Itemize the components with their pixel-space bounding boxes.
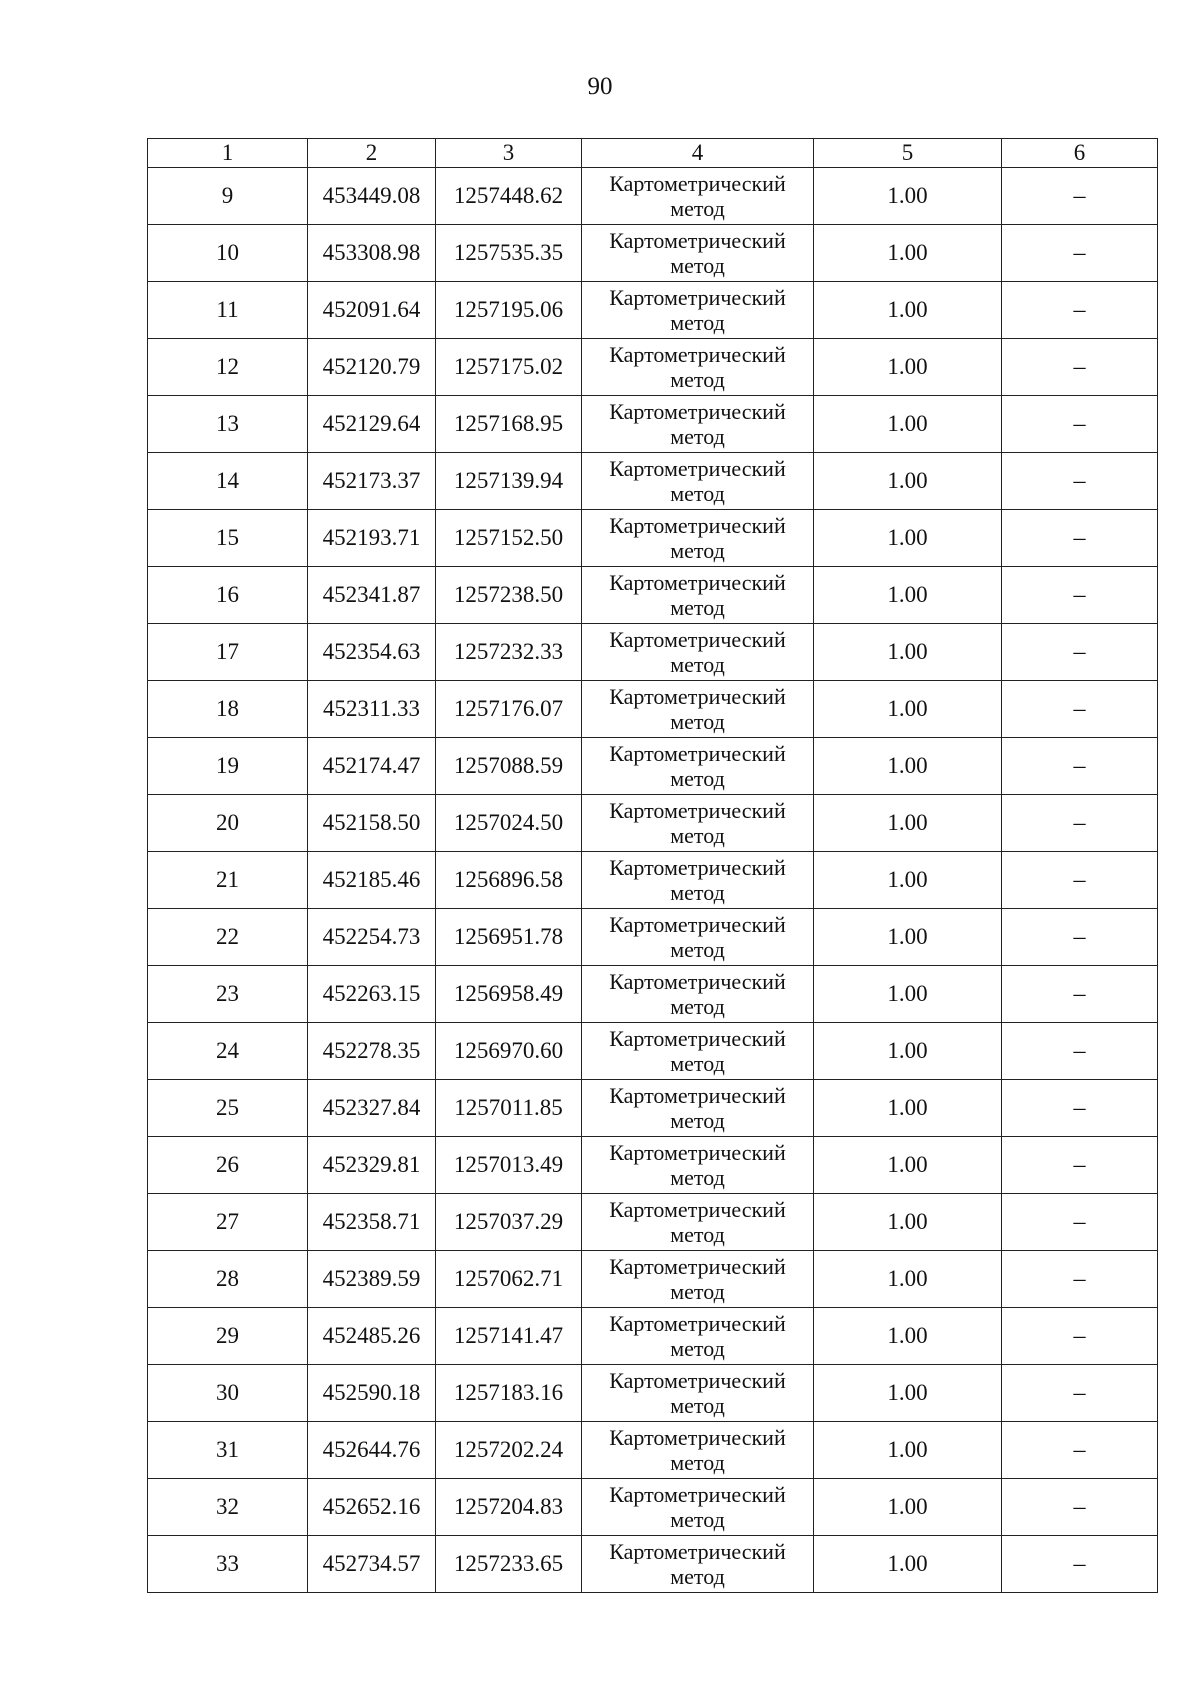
accuracy-cell: 1.00 (814, 282, 1002, 339)
y-coordinate-cell: 1257176.07 (436, 681, 582, 738)
method-cell (582, 567, 814, 624)
point-number-cell: 9 (148, 168, 308, 225)
point-number-cell: 11 (148, 282, 308, 339)
note-cell: – (1002, 1137, 1158, 1194)
note-cell: – (1002, 966, 1158, 1023)
note-cell: – (1002, 1479, 1158, 1536)
table-row (148, 1365, 1158, 1422)
column-header-5: 5 (814, 139, 1002, 168)
table-row (148, 795, 1158, 852)
column-header-6: 6 (1002, 139, 1158, 168)
note-cell: – (1002, 282, 1158, 339)
note-cell: – (1002, 681, 1158, 738)
point-number-cell: 16 (148, 567, 308, 624)
x-coordinate-cell: 452485.26 (308, 1308, 436, 1365)
method-cell (582, 1308, 814, 1365)
point-number-cell: 10 (148, 225, 308, 282)
method-text-line1: Картометрический (609, 171, 786, 196)
method-text-line1: Картометрический (609, 627, 786, 652)
method-text-line2: метод (670, 424, 725, 449)
y-coordinate-cell: 1257195.06 (436, 282, 582, 339)
method-text-line2: метод (670, 1108, 725, 1133)
note-cell: – (1002, 396, 1158, 453)
x-coordinate-cell: 452129.64 (308, 396, 436, 453)
method-cell (582, 681, 814, 738)
table-row (148, 966, 1158, 1023)
method-text-line2: метод (670, 481, 725, 506)
column-header-2: 2 (308, 139, 436, 168)
x-coordinate-cell: 452278.35 (308, 1023, 436, 1080)
point-number-cell: 30 (148, 1365, 308, 1422)
x-coordinate-cell: 452590.18 (308, 1365, 436, 1422)
accuracy-cell: 1.00 (814, 1479, 1002, 1536)
table-row (148, 282, 1158, 339)
y-coordinate-cell: 1257152.50 (436, 510, 582, 567)
accuracy-cell: 1.00 (814, 339, 1002, 396)
accuracy-cell: 1.00 (814, 795, 1002, 852)
point-number-cell: 25 (148, 1080, 308, 1137)
note-cell: – (1002, 1251, 1158, 1308)
x-coordinate-cell: 452185.46 (308, 852, 436, 909)
y-coordinate-cell: 1257535.35 (436, 225, 582, 282)
accuracy-cell: 1.00 (814, 1137, 1002, 1194)
y-coordinate-cell: 1257204.83 (436, 1479, 582, 1536)
accuracy-cell: 1.00 (814, 1365, 1002, 1422)
method-text-line1: Картометрический (609, 1311, 786, 1336)
table-row (148, 1422, 1158, 1479)
table-row (148, 225, 1158, 282)
point-number-cell: 33 (148, 1536, 308, 1593)
y-coordinate-cell: 1257448.62 (436, 168, 582, 225)
y-coordinate-cell: 1257037.29 (436, 1194, 582, 1251)
method-cell (582, 1479, 814, 1536)
y-coordinate-cell: 1256970.60 (436, 1023, 582, 1080)
x-coordinate-cell: 452311.33 (308, 681, 436, 738)
method-text-line1: Картометрический (609, 1026, 786, 1051)
method-cell (582, 1137, 814, 1194)
method-text-line1: Картометрический (609, 684, 786, 709)
x-coordinate-cell: 452263.15 (308, 966, 436, 1023)
point-number-cell: 12 (148, 339, 308, 396)
method-text-line1: Картометрический (609, 1197, 786, 1222)
accuracy-cell: 1.00 (814, 909, 1002, 966)
method-cell (582, 453, 814, 510)
x-coordinate-cell: 452734.57 (308, 1536, 436, 1593)
method-text-line2: метод (670, 1393, 725, 1418)
method-text-line2: метод (670, 310, 725, 335)
method-cell (582, 168, 814, 225)
accuracy-cell: 1.00 (814, 1080, 1002, 1137)
accuracy-cell: 1.00 (814, 738, 1002, 795)
accuracy-cell: 1.00 (814, 1194, 1002, 1251)
y-coordinate-cell: 1256896.58 (436, 852, 582, 909)
note-cell: – (1002, 339, 1158, 396)
point-number-cell: 32 (148, 1479, 308, 1536)
x-coordinate-cell: 452091.64 (308, 282, 436, 339)
point-number-cell: 13 (148, 396, 308, 453)
column-header-4: 4 (582, 139, 814, 168)
x-coordinate-cell: 452652.16 (308, 1479, 436, 1536)
point-number-cell: 27 (148, 1194, 308, 1251)
accuracy-cell: 1.00 (814, 1422, 1002, 1479)
method-text-line1: Картометрический (609, 342, 786, 367)
table-row (148, 1080, 1158, 1137)
method-text-line2: метод (670, 1279, 725, 1304)
point-number-cell: 21 (148, 852, 308, 909)
y-coordinate-cell: 1257233.65 (436, 1536, 582, 1593)
method-text-line2: метод (670, 253, 725, 278)
method-text-line2: метод (670, 1165, 725, 1190)
note-cell: – (1002, 1023, 1158, 1080)
method-text-line2: метод (670, 1051, 725, 1076)
method-text-line2: метод (670, 709, 725, 734)
accuracy-cell: 1.00 (814, 966, 1002, 1023)
method-text-line1: Картометрический (609, 399, 786, 424)
method-text-line1: Картометрический (609, 1368, 786, 1393)
note-cell: – (1002, 624, 1158, 681)
point-number-cell: 19 (148, 738, 308, 795)
method-text-line1: Картометрический (609, 456, 786, 481)
method-cell (582, 1080, 814, 1137)
point-number-cell: 23 (148, 966, 308, 1023)
table-row (148, 1479, 1158, 1536)
table-row (148, 909, 1158, 966)
method-text-line2: метод (670, 595, 725, 620)
method-cell (582, 738, 814, 795)
x-coordinate-cell: 452358.71 (308, 1194, 436, 1251)
table-row (148, 339, 1158, 396)
method-cell (582, 1422, 814, 1479)
method-text-line1: Картометрический (609, 228, 786, 253)
x-coordinate-cell: 453449.08 (308, 168, 436, 225)
y-coordinate-cell: 1257141.47 (436, 1308, 582, 1365)
method-cell (582, 396, 814, 453)
method-cell (582, 282, 814, 339)
table-row (148, 510, 1158, 567)
y-coordinate-cell: 1257024.50 (436, 795, 582, 852)
x-coordinate-cell: 452120.79 (308, 339, 436, 396)
method-text-line1: Картометрический (609, 969, 786, 994)
method-text-line1: Картометрический (609, 798, 786, 823)
x-coordinate-cell: 452193.71 (308, 510, 436, 567)
method-text-line2: метод (670, 823, 725, 848)
method-text-line2: метод (670, 652, 725, 677)
method-cell (582, 510, 814, 567)
method-text-line2: метод (670, 538, 725, 563)
method-text-line1: Картометрический (609, 1083, 786, 1108)
accuracy-cell: 1.00 (814, 453, 1002, 510)
method-cell (582, 624, 814, 681)
method-cell (582, 1365, 814, 1422)
accuracy-cell: 1.00 (814, 1308, 1002, 1365)
table-header-row (148, 139, 1158, 168)
method-text-line1: Картометрический (609, 912, 786, 937)
table-row (148, 453, 1158, 510)
y-coordinate-cell: 1257202.24 (436, 1422, 582, 1479)
note-cell: – (1002, 738, 1158, 795)
table-row (148, 1137, 1158, 1194)
table-row (148, 738, 1158, 795)
method-cell (582, 1251, 814, 1308)
table-row (148, 1308, 1158, 1365)
note-cell: – (1002, 510, 1158, 567)
table-row (148, 1023, 1158, 1080)
method-text-line1: Картометрический (609, 1254, 786, 1279)
note-cell: – (1002, 795, 1158, 852)
accuracy-cell: 1.00 (814, 852, 1002, 909)
method-text-line2: метод (670, 196, 725, 221)
y-coordinate-cell: 1257062.71 (436, 1251, 582, 1308)
method-cell (582, 795, 814, 852)
column-header-3: 3 (436, 139, 582, 168)
point-number-cell: 18 (148, 681, 308, 738)
note-cell: – (1002, 1422, 1158, 1479)
y-coordinate-cell: 1257011.85 (436, 1080, 582, 1137)
method-cell (582, 225, 814, 282)
x-coordinate-cell: 452254.73 (308, 909, 436, 966)
point-number-cell: 15 (148, 510, 308, 567)
method-text-line1: Картометрический (609, 855, 786, 880)
x-coordinate-cell: 452644.76 (308, 1422, 436, 1479)
x-coordinate-cell: 452329.81 (308, 1137, 436, 1194)
method-cell (582, 852, 814, 909)
table-row (148, 396, 1158, 453)
note-cell: – (1002, 225, 1158, 282)
method-text-line2: метод (670, 1450, 725, 1475)
method-text-line2: метод (670, 1222, 725, 1247)
table-row (148, 567, 1158, 624)
accuracy-cell: 1.00 (814, 681, 1002, 738)
x-coordinate-cell: 452389.59 (308, 1251, 436, 1308)
method-cell (582, 1194, 814, 1251)
note-cell: – (1002, 1080, 1158, 1137)
point-number-cell: 20 (148, 795, 308, 852)
note-cell: – (1002, 168, 1158, 225)
y-coordinate-cell: 1257175.02 (436, 339, 582, 396)
method-text-line1: Картометрический (609, 1539, 786, 1564)
method-text-line2: метод (670, 880, 725, 905)
note-cell: – (1002, 567, 1158, 624)
point-number-cell: 14 (148, 453, 308, 510)
x-coordinate-cell: 453308.98 (308, 225, 436, 282)
y-coordinate-cell: 1257183.16 (436, 1365, 582, 1422)
method-text-line2: метод (670, 994, 725, 1019)
table-row (148, 1194, 1158, 1251)
coordinates-table (147, 138, 1158, 1593)
y-coordinate-cell: 1256958.49 (436, 966, 582, 1023)
accuracy-cell: 1.00 (814, 225, 1002, 282)
method-text-line2: метод (670, 1564, 725, 1589)
y-coordinate-cell: 1257238.50 (436, 567, 582, 624)
page-number: 90 (587, 73, 613, 100)
accuracy-cell: 1.00 (814, 1023, 1002, 1080)
method-cell (582, 1023, 814, 1080)
table-row (148, 168, 1158, 225)
method-text-line2: метод (670, 1507, 725, 1532)
note-cell: – (1002, 1536, 1158, 1593)
point-number-cell: 17 (148, 624, 308, 681)
note-cell: – (1002, 1308, 1158, 1365)
note-cell: – (1002, 1194, 1158, 1251)
x-coordinate-cell: 452174.47 (308, 738, 436, 795)
method-text-line1: Картометрический (609, 1482, 786, 1507)
accuracy-cell: 1.00 (814, 396, 1002, 453)
accuracy-cell: 1.00 (814, 510, 1002, 567)
accuracy-cell: 1.00 (814, 624, 1002, 681)
y-coordinate-cell: 1256951.78 (436, 909, 582, 966)
point-number-cell: 29 (148, 1308, 308, 1365)
method-text-line1: Картометрический (609, 285, 786, 310)
method-text-line2: метод (670, 367, 725, 392)
table-row (148, 852, 1158, 909)
table-row (148, 1536, 1158, 1593)
y-coordinate-cell: 1257088.59 (436, 738, 582, 795)
y-coordinate-cell: 1257168.95 (436, 396, 582, 453)
method-text-line1: Картометрический (609, 570, 786, 595)
y-coordinate-cell: 1257013.49 (436, 1137, 582, 1194)
x-coordinate-cell: 452341.87 (308, 567, 436, 624)
method-cell (582, 909, 814, 966)
accuracy-cell: 1.00 (814, 1251, 1002, 1308)
x-coordinate-cell: 452327.84 (308, 1080, 436, 1137)
method-cell (582, 339, 814, 396)
method-text-line1: Картометрический (609, 741, 786, 766)
note-cell: – (1002, 453, 1158, 510)
method-cell (582, 1536, 814, 1593)
y-coordinate-cell: 1257139.94 (436, 453, 582, 510)
note-cell: – (1002, 909, 1158, 966)
method-text-line1: Картометрический (609, 1140, 786, 1165)
table-row (148, 1251, 1158, 1308)
x-coordinate-cell: 452158.50 (308, 795, 436, 852)
table-row (148, 681, 1158, 738)
x-coordinate-cell: 452354.63 (308, 624, 436, 681)
point-number-cell: 31 (148, 1422, 308, 1479)
method-text-line2: метод (670, 766, 725, 791)
accuracy-cell: 1.00 (814, 168, 1002, 225)
note-cell: – (1002, 1365, 1158, 1422)
accuracy-cell: 1.00 (814, 567, 1002, 624)
note-cell: – (1002, 852, 1158, 909)
table-body (148, 168, 1158, 1593)
point-number-cell: 26 (148, 1137, 308, 1194)
method-text-line2: метод (670, 1336, 725, 1361)
point-number-cell: 28 (148, 1251, 308, 1308)
method-text-line2: метод (670, 937, 725, 962)
point-number-cell: 24 (148, 1023, 308, 1080)
y-coordinate-cell: 1257232.33 (436, 624, 582, 681)
x-coordinate-cell: 452173.37 (308, 453, 436, 510)
table-row (148, 624, 1158, 681)
method-text-line1: Картометрический (609, 1425, 786, 1450)
method-cell (582, 966, 814, 1023)
accuracy-cell: 1.00 (814, 1536, 1002, 1593)
method-text-line1: Картометрический (609, 513, 786, 538)
column-header-1: 1 (148, 139, 308, 168)
point-number-cell: 22 (148, 909, 308, 966)
